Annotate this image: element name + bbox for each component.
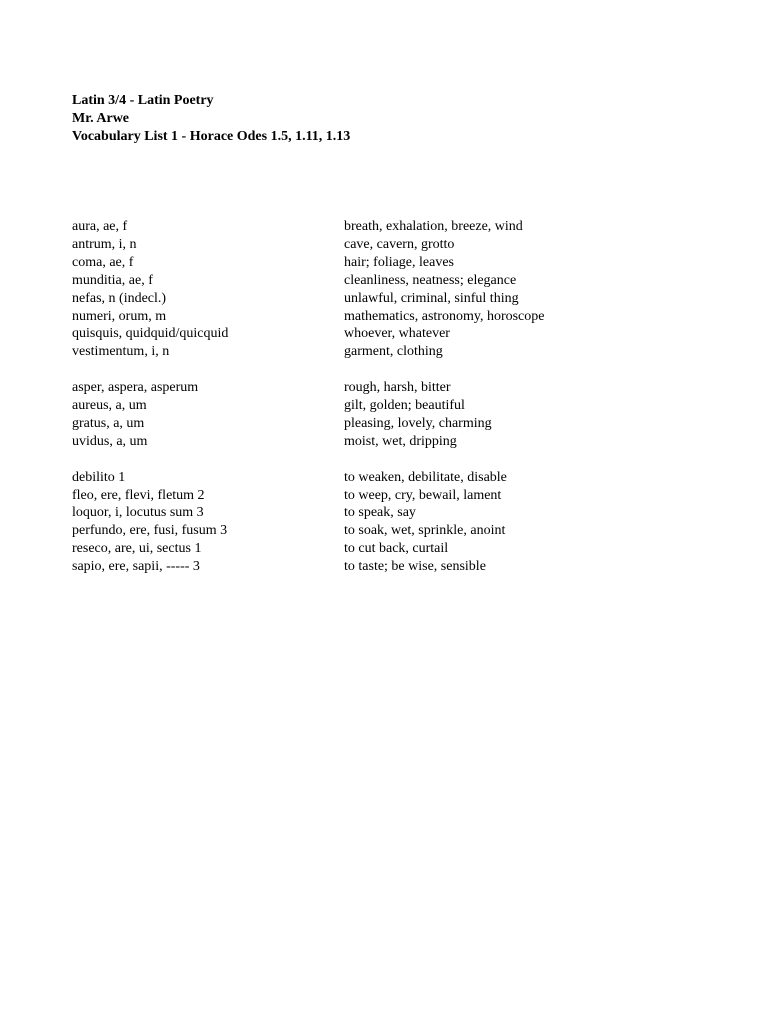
english-definition: to weep, cry, bewail, lament bbox=[344, 487, 502, 503]
document-header bbox=[72, 92, 350, 146]
english-definition: gilt, golden; beautiful bbox=[344, 398, 465, 414]
latin-term: debilito 1 bbox=[72, 469, 126, 485]
english-definition: to weaken, debilitate, disable bbox=[344, 469, 507, 485]
vocab-row bbox=[72, 558, 672, 576]
latin-term: perfundo, ere, fusi, fusum 3 bbox=[72, 523, 228, 539]
vocab-row bbox=[72, 218, 672, 236]
latin-term: coma, ae, f bbox=[72, 254, 134, 270]
english-definition: cleanliness, neatness; elegance bbox=[344, 272, 517, 288]
vocab-row bbox=[72, 487, 672, 505]
english-definition: to speak, say bbox=[344, 505, 416, 521]
latin-term: antrum, i, n bbox=[72, 236, 137, 252]
latin-term: numeri, orum, m bbox=[72, 308, 167, 324]
vocab-row bbox=[72, 415, 672, 433]
vocab-row bbox=[72, 236, 672, 254]
teacher-name: Mr. Arwe bbox=[72, 111, 130, 126]
latin-term: sapio, ere, sapii, ----- 3 bbox=[72, 559, 200, 575]
vocab-row bbox=[72, 272, 672, 290]
latin-term: asper, aspera, asperum bbox=[72, 380, 199, 396]
vocab-row bbox=[72, 308, 672, 326]
vocab-row bbox=[72, 325, 672, 343]
latin-term: vestimentum, i, n bbox=[72, 344, 170, 360]
vocab-group-nouns bbox=[72, 218, 672, 361]
course-title: Latin 3/4 - Latin Poetry bbox=[72, 93, 214, 108]
english-definition: to soak, wet, sprinkle, anoint bbox=[344, 523, 506, 539]
latin-term: fleo, ere, flevi, fletum 2 bbox=[72, 487, 205, 503]
vocab-row bbox=[72, 343, 672, 361]
latin-term: quisquis, quidquid/quicquid bbox=[72, 326, 229, 342]
vocab-row bbox=[72, 540, 672, 558]
english-definition: to cut back, curtail bbox=[344, 541, 449, 557]
vocab-row bbox=[72, 433, 672, 451]
vocab-row bbox=[72, 469, 672, 487]
english-definition: moist, wet, dripping bbox=[344, 433, 457, 449]
vocab-group-verbs bbox=[72, 469, 672, 576]
english-definition: mathematics, astronomy, horoscope bbox=[344, 308, 545, 324]
list-title: Vocabulary List 1 - Horace Odes 1.5, 1.11, 1.13 bbox=[72, 129, 351, 144]
latin-term: munditia, ae, f bbox=[72, 272, 153, 288]
english-definition: whoever, whatever bbox=[344, 326, 450, 342]
english-definition: cave, cavern, grotto bbox=[344, 236, 455, 252]
english-definition: hair; foliage, leaves bbox=[344, 254, 455, 270]
vocab-group-adjectives bbox=[72, 379, 672, 451]
latin-term: uvidus, a, um bbox=[72, 433, 148, 449]
latin-term: nefas, n (indecl.) bbox=[72, 290, 167, 306]
vocab-row bbox=[72, 290, 672, 308]
latin-term: loquor, i, locutus sum 3 bbox=[72, 505, 204, 521]
vocab-row bbox=[72, 254, 672, 272]
english-definition: pleasing, lovely, charming bbox=[344, 415, 492, 431]
latin-term: reseco, are, ui, sectus 1 bbox=[72, 541, 202, 557]
vocab-row bbox=[72, 504, 672, 522]
vocab-row bbox=[72, 379, 672, 397]
vocab-row bbox=[72, 522, 672, 540]
latin-term: gratus, a, um bbox=[72, 415, 145, 431]
english-definition: rough, harsh, bitter bbox=[344, 380, 451, 396]
english-definition: unlawful, criminal, sinful thing bbox=[344, 290, 519, 306]
english-definition: to taste; be wise, sensible bbox=[344, 559, 486, 575]
latin-term: aureus, a, um bbox=[72, 398, 147, 414]
vocab-row bbox=[72, 397, 672, 415]
english-definition: garment, clothing bbox=[344, 344, 443, 360]
english-definition: breath, exhalation, breeze, wind bbox=[344, 219, 523, 234]
vocabulary-list bbox=[72, 218, 672, 594]
latin-term: aura, ae, f bbox=[72, 219, 128, 234]
